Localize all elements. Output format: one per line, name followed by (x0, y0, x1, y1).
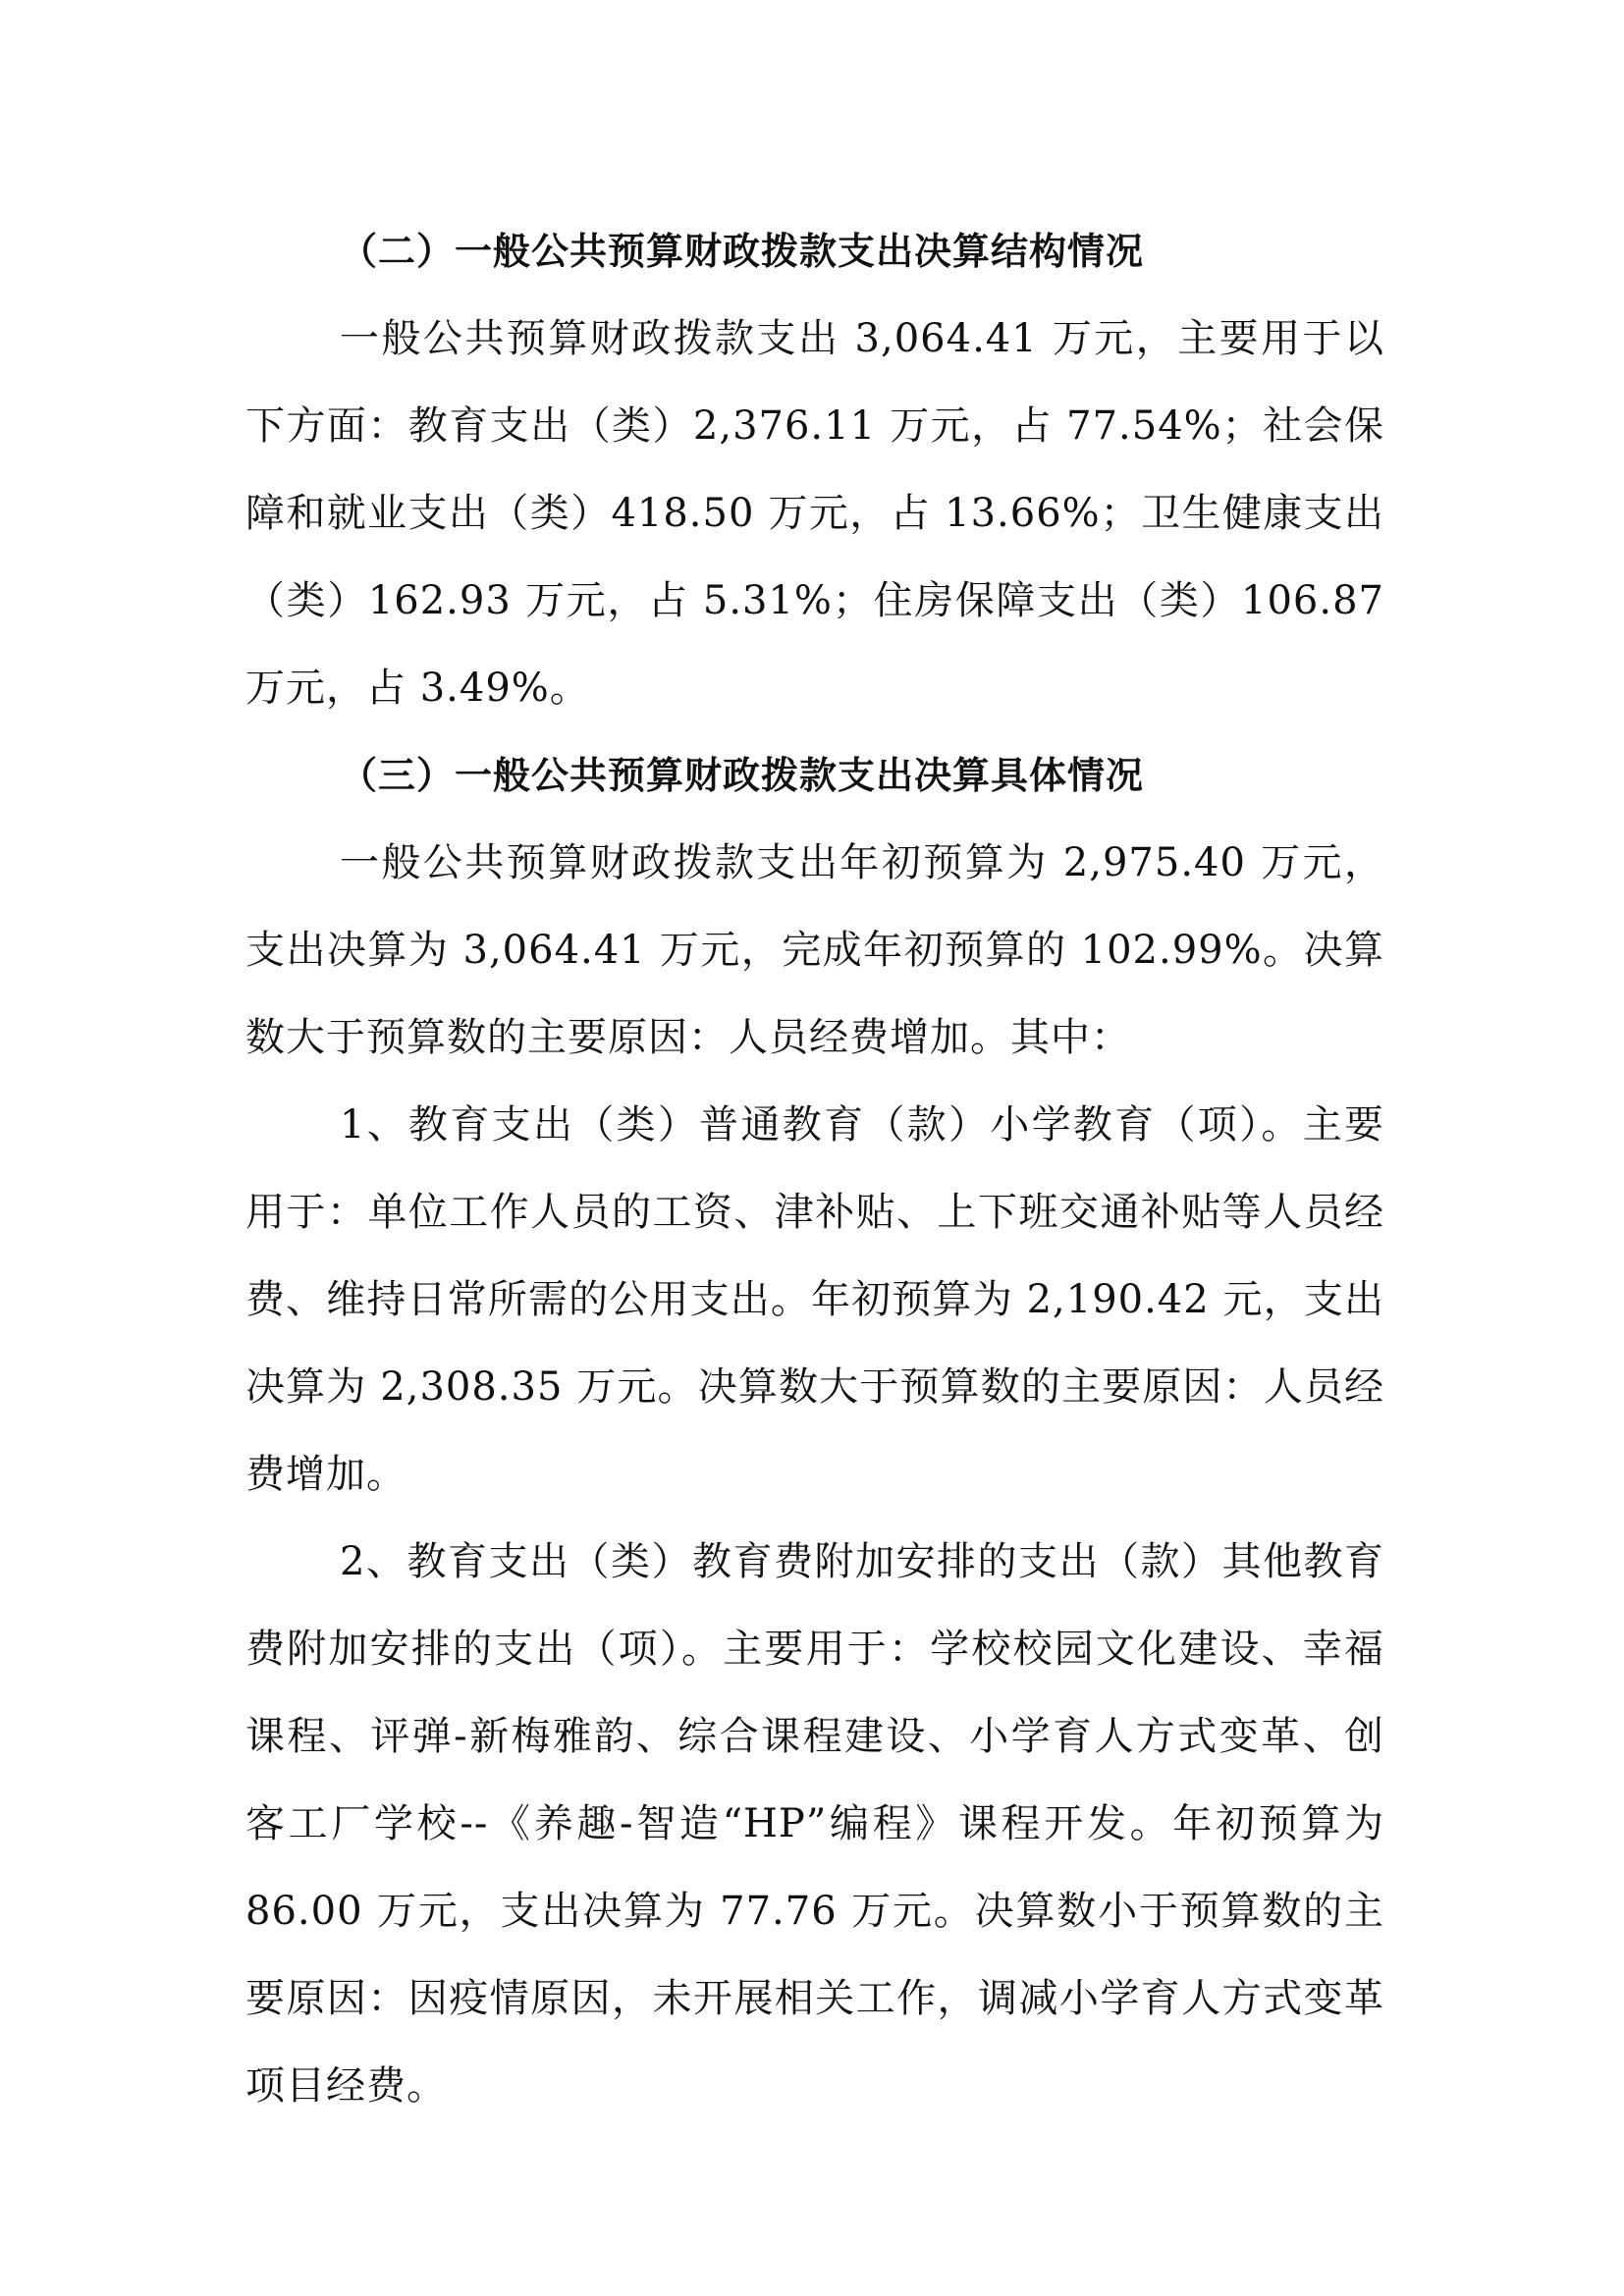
paragraph-structure-summary: 一般公共预算财政拨款支出 3,064.41 万元，主要用于以下方面：教育支出（类）2,376.11 万元，占 77.54%；社会保障和就业支出（类）418.50 万元，占 13.66%；卫生健康支出（类）162.93 万元，占 5.31%；住房保障支出（类）106.87 万元，占 3.49%。 (245, 316, 1384, 711)
paragraph-details-summary: 一般公共预算财政拨款支出年初预算为 2,975.40 万元，支出决算为 3,064.41 万元，完成年初预算的 102.99%。决算数大于预算数的主要原因：人员经费增加。其中： (245, 840, 1384, 1060)
document-page (245, 208, 1384, 2130)
paragraph-item-1-primary-education: 1、教育支出（类）普通教育（款）小学教育（项）。主要用于：单位工作人员的工资、津补贴、上下班交通补贴等人员经费、维持日常所需的公用支出。年初预算为 2,190.42 元，支出决算为 2,308.35 万元。决算数大于预算数的主要原因：人员经费增加。 (245, 1102, 1384, 1497)
section-heading-structure: （二）一般公共预算财政拨款支出决算结构情况 (340, 230, 1145, 273)
section-heading-details: （三）一般公共预算财政拨款支出决算具体情况 (340, 754, 1145, 797)
paragraph-item-2-education-surcharge: 2、教育支出（类）教育费附加安排的支出（款）其他教育费附加安排的支出（项）。主要用于：学校校园文化建设、幸福课程、评弹-新梅雅韵、综合课程建设、小学育人方式变革、创客工厂学校--《养趣-智造“HP”编程》课程开发。年初预算为 86.00 万元，支出决算为 77.76 万元。决算数小于预算数的主要原因：因疫情原因，未开展相关工作，调减小学育人方式变革项目经费。 (245, 1539, 1384, 2109)
